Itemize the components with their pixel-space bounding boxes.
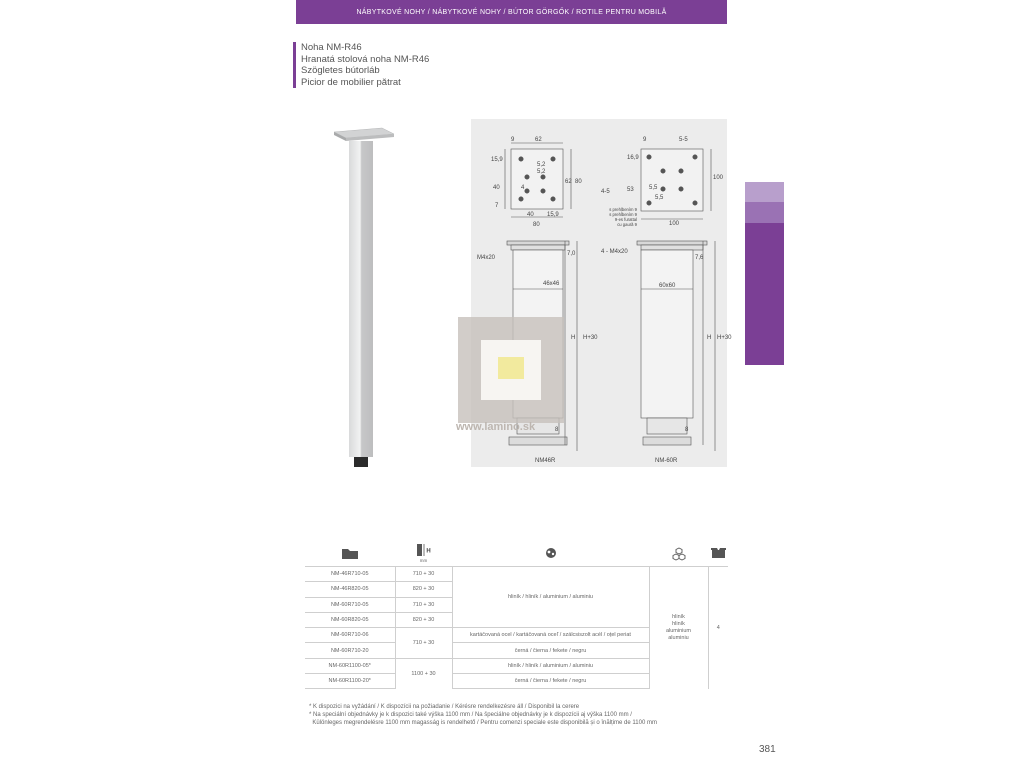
finish-line: hliník bbox=[672, 620, 685, 627]
category-banner: NÁBYTKOVÉ NOHY / NÁBYTKOVÉ NOHY / BÚTOR GÖRGŐK / ROTILE PENTRU MOBILĂ bbox=[296, 0, 727, 24]
dim-r-5-5: 5-5 bbox=[679, 137, 688, 143]
spec-table bbox=[305, 540, 728, 689]
dim-80-v: 80 bbox=[575, 179, 582, 185]
code-cell: NM-60R1100-05* bbox=[305, 658, 395, 673]
code-cell: NM-60R710-06 bbox=[305, 628, 395, 643]
table-leg-image bbox=[328, 126, 400, 471]
dim-r-100-h: 100 bbox=[669, 221, 680, 227]
finish-line: aluminium bbox=[665, 627, 692, 634]
material-icon bbox=[545, 547, 557, 559]
side-tab-mid bbox=[745, 202, 784, 223]
finish-line: hliník bbox=[672, 613, 685, 620]
height-cell: 820 + 30 bbox=[395, 612, 452, 627]
dim-62: 62 bbox=[535, 137, 542, 143]
title-ro: Picior de mobilier pătrat bbox=[301, 76, 401, 88]
header-finish bbox=[649, 540, 708, 567]
left-H30: H+30 bbox=[583, 335, 598, 341]
footnotes bbox=[309, 703, 657, 727]
left-H: H bbox=[571, 335, 576, 341]
right-60x60: 60x60 bbox=[659, 283, 676, 289]
material-cell: černá / čierna / fekete / negru bbox=[452, 643, 649, 658]
folder-icon bbox=[342, 548, 358, 559]
hole-note-ro: cu gaură 9 bbox=[617, 222, 637, 227]
code-cell: NM-60R820-05 bbox=[305, 612, 395, 627]
height-cell: 710 + 30 bbox=[395, 628, 452, 659]
title-hu: Szögletes bútorláb bbox=[301, 65, 380, 76]
finish-line: aluminiu bbox=[668, 634, 689, 641]
dim-r-53: 53 bbox=[627, 187, 634, 193]
dim-40-v: 40 bbox=[493, 185, 500, 191]
hole-note-cz: s prehlbením 9 bbox=[609, 207, 637, 212]
title-cz: Noha NM-R46 bbox=[301, 42, 362, 53]
footnote: Különleges megrendelésre 1100 mm magasság is rendelhető / Pentru comenzi speciale este disponibilă și o înălțime de 1100 mm bbox=[309, 720, 657, 726]
right-8: 8 bbox=[685, 427, 689, 433]
hole-note-hu: 9-es furattal bbox=[614, 217, 637, 222]
hole-note-sk: s prehĺbením 9 bbox=[609, 212, 637, 217]
header-height-unit: mm bbox=[419, 557, 428, 563]
watermark bbox=[458, 317, 564, 447]
right-H: H bbox=[707, 335, 712, 341]
cubes-icon bbox=[672, 547, 686, 560]
product-titles bbox=[293, 42, 429, 88]
title-sk: Hranatá stolová noha NM-R46 bbox=[301, 53, 430, 65]
header-height bbox=[395, 540, 452, 567]
height-cell: 710 + 30 bbox=[395, 597, 452, 612]
caption-nm46r: NM46R bbox=[535, 458, 556, 464]
material-cell: černá / čierna / fekete / negru bbox=[452, 674, 649, 689]
watermark-text: www.lamino.sk bbox=[456, 421, 536, 433]
header-code bbox=[305, 540, 395, 567]
dim-5-2b: 5,2 bbox=[537, 169, 546, 175]
footnote: * K dispozici na vyžádání / K dispozícii na požiadanie / Kérésre rendelkezésre áll / Disponibil la cerere bbox=[309, 704, 580, 710]
footnote: * Na speciální objednávky je k dispozici také výška 1100 mm / Na špeciálne objednávky je k dispozícii aj výška 1100 mm / bbox=[309, 712, 632, 718]
header-packing bbox=[708, 540, 728, 567]
right-H30: H+30 bbox=[717, 335, 732, 341]
section-side-tabs bbox=[745, 182, 784, 365]
dim-4: 4 bbox=[521, 185, 525, 191]
material-cell: kartáčovaná ocel / kartáčovaná oceľ / szálcsiszolt acél / oțel periat bbox=[452, 628, 649, 643]
left-7-0: 7,0 bbox=[567, 251, 576, 257]
page-number: 381 bbox=[759, 744, 776, 755]
dim-7: 7 bbox=[495, 203, 499, 209]
material-cell: hliník / hliník / aluminium / aluminiu bbox=[452, 658, 649, 673]
header-material bbox=[452, 540, 649, 567]
left-m4x20: M4x20 bbox=[477, 255, 496, 261]
left-46x46: 46x46 bbox=[543, 281, 560, 287]
finish-cell bbox=[649, 567, 708, 689]
material-cell: hliník / hliník / aluminium / aluminiu bbox=[452, 567, 649, 628]
product-photo bbox=[328, 126, 400, 476]
packing-cell: 4 bbox=[708, 567, 728, 689]
code-cell: NM-46R710-05 bbox=[305, 567, 395, 582]
side-tab-light bbox=[745, 182, 784, 202]
code-cell: NM-60R710-05 bbox=[305, 597, 395, 612]
dim-r-4-5: 4-5 bbox=[601, 189, 610, 195]
dim-15-9: 15,9 bbox=[491, 157, 503, 163]
dim-r-16-9: 16,9 bbox=[627, 155, 639, 161]
dim-80-h: 80 bbox=[533, 222, 540, 228]
left-8: 8 bbox=[555, 427, 559, 433]
dim-62-v: 62 bbox=[565, 179, 572, 185]
right-7-6: 7,6 bbox=[695, 255, 704, 261]
dim-40-h: 40 bbox=[527, 212, 534, 218]
height-cell: 1100 + 30 bbox=[395, 658, 452, 689]
dim-r-5-5a: 5,5 bbox=[649, 185, 658, 191]
height-cell: 820 + 30 bbox=[395, 582, 452, 597]
box-icon bbox=[711, 547, 726, 559]
height-icon bbox=[416, 544, 426, 558]
code-cell: NM-60R1100-20* bbox=[305, 674, 395, 689]
height-cell: 710 + 30 bbox=[395, 567, 452, 582]
dim-9: 9 bbox=[511, 137, 515, 143]
watermark-square bbox=[498, 357, 524, 379]
code-cell: NM-60R710-20 bbox=[305, 643, 395, 658]
header-height-letter: H bbox=[426, 547, 431, 554]
code-cell: NM-46R820-05 bbox=[305, 582, 395, 597]
dim-r-9: 9 bbox=[643, 137, 647, 143]
dim-5-2a: 5,2 bbox=[537, 162, 546, 168]
dim-r-100-v: 100 bbox=[713, 175, 724, 181]
side-tab-active bbox=[745, 223, 784, 365]
right-m4x20: 4 - M4x20 bbox=[601, 249, 628, 255]
dim-r-5-5b: 5,5 bbox=[655, 195, 664, 201]
dim-15-9-h: 15,9 bbox=[547, 212, 559, 218]
caption-nm60r: NM-60R bbox=[655, 458, 678, 464]
